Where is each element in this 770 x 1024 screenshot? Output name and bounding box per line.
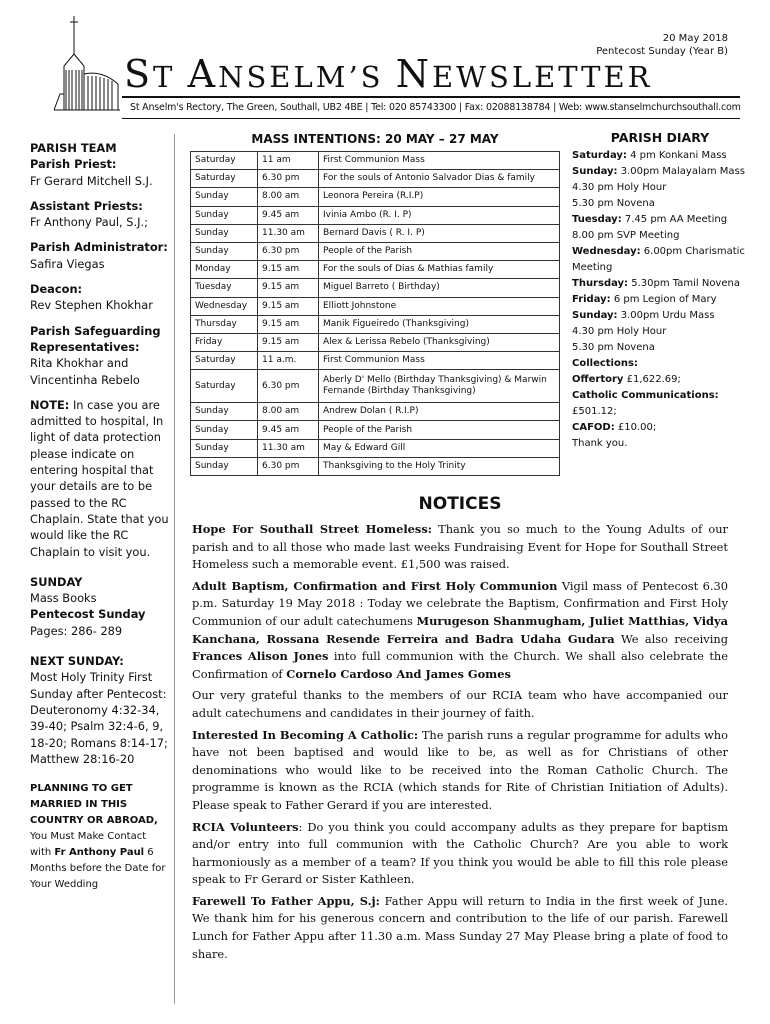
planning-text-end: 6 Months before the Date for Your Wedding [30, 847, 166, 891]
diary-entry-label: Catholic Communications: [572, 390, 719, 401]
mass-intention-row [191, 403, 560, 421]
mass-time-cell: 11 a.m. [258, 352, 319, 370]
diary-entry [572, 372, 748, 388]
mass-day-cell: Saturday [191, 352, 258, 370]
diary-entry [572, 420, 748, 436]
mass-time-cell: 9.15 am [258, 315, 319, 333]
mass-intention-cell: Andrew Dolan ( R.I.P) [319, 403, 560, 421]
mass-intention-row [191, 352, 560, 370]
mass-intention-cell: People of the Parish [319, 242, 560, 260]
mass-intention-row [191, 224, 560, 242]
mass-intention-cell: People of the Parish [319, 421, 560, 439]
mass-intention-cell: For the souls of Dias & Mathias family [319, 261, 560, 279]
diary-entry [572, 148, 748, 164]
mass-intention-row [191, 242, 560, 260]
team-heading: PARISH TEAM [30, 141, 117, 155]
mass-day-cell: Wednesday [191, 297, 258, 315]
diary-entry-text: Thank you. [572, 438, 628, 449]
mass-time-cell: 6.30 pm [258, 242, 319, 260]
mass-intention-cell: For the souls of Antonio Salvador Dias & family [319, 170, 560, 188]
notice-text: : Do you think you could accompany adults as they prepare for baptism and/or entry into full communion with the Catholic Church? Are you able to work harmoniously as a member of a team? If you think you would be able to fill this role please speak to Fr Gerard or Sister Kathleen. [192, 819, 728, 887]
masthead-letters: A [187, 52, 219, 96]
notice-emphasis: Hope For Southall Street Homeless: [192, 522, 432, 536]
parish-diary-title: PARISH DIARY [610, 130, 710, 145]
diary-entry-text: 4.30 pm Holy Hour [572, 326, 667, 337]
mass-day-cell: Sunday [191, 439, 258, 457]
diary-entry-text: 5.30 pm Novena [572, 198, 655, 209]
diary-entry [572, 388, 748, 420]
diary-entry [572, 196, 748, 212]
masthead-letters: S [360, 60, 384, 94]
mass-intention-cell: First Communion Mass [319, 152, 560, 170]
contact-address-line: St Anselm's Rectory, The Green, Southall, UB2 4BE | Tel: 020 85743300 | Fax: 02088138784 | Web: www.stanselmchurchsouthall.com [130, 102, 741, 113]
mass-day-cell: Sunday [191, 242, 258, 260]
diary-entry [572, 324, 748, 340]
left-sidebar [30, 140, 170, 902]
diary-entry-text: 4 pm Konkani Mass [626, 150, 727, 161]
sunday-heading: SUNDAY [30, 574, 83, 589]
diary-entry [572, 308, 748, 324]
diary-entry [572, 340, 748, 356]
mass-day-cell: Tuesday [191, 279, 258, 297]
notice-emphasis: Murugeson Shanmugham, Juliet Matthias, Vidya Kanchana, Rossana Resende Ferreira and Badra Udaha Gudara [192, 613, 728, 646]
mass-intention-cell: First Communion Mass [319, 352, 560, 370]
diary-entry-label: Sunday: [572, 166, 618, 177]
safeguarding-names: Rita Khokhar and Vincentinha Rebelo [30, 356, 140, 387]
planning-heading: PLANNING TO GET MARRIED IN THIS COUNTRY OR ABROAD, [30, 783, 158, 827]
diary-entry [572, 228, 748, 244]
diary-entry [572, 436, 748, 452]
notice-paragraph [192, 727, 728, 815]
mass-intention-row [191, 188, 560, 206]
notice-emphasis: Frances Alison Jones [192, 649, 329, 664]
diary-entry-label: CAFOD: [572, 422, 615, 433]
diary-entry-text: £501.12; [572, 406, 617, 417]
parish-diary [572, 148, 748, 452]
diary-entry [572, 164, 748, 180]
mass-time-cell: 8.00 am [258, 403, 319, 421]
mass-intentions-title: MASS INTENTIONS: 20 MAY – 27 MAY [251, 132, 499, 146]
mass-day-cell: Sunday [191, 224, 258, 242]
mass-day-cell: Sunday [191, 206, 258, 224]
diary-entry-text: 5.30pm Tamil Novena [628, 278, 740, 289]
diary-entry-label: Wednesday: [572, 246, 641, 257]
deacon-name: Rev Stephen Khokhar [30, 298, 153, 313]
masthead-letters: S [124, 52, 154, 96]
mass-time-cell: 11 am [258, 152, 319, 170]
diary-entry-text: £10.00; [614, 422, 657, 433]
mass-day-cell: Monday [191, 261, 258, 279]
notice-text: into full communion with the Church. We shall also celebrate the Confirmation of [192, 649, 729, 681]
mass-day-cell: Sunday [191, 188, 258, 206]
diary-entry [572, 244, 748, 276]
notice-paragraph [192, 819, 728, 889]
notice-emphasis: Cornelo Cardoso And James Gomes [286, 666, 511, 681]
mass-time-cell: 8.00 am [258, 188, 319, 206]
diary-entry-label: Sunday: [572, 310, 618, 321]
mass-intention-cell: Elliott Johnstone [319, 297, 560, 315]
mass-day-cell: Saturday [191, 170, 258, 188]
diary-entry-label: Saturday: [572, 150, 627, 161]
diary-entry-text: 3.00pm Malayalam Mass [617, 166, 745, 177]
mass-intention-row [191, 152, 560, 170]
diary-entry-label: Friday: [572, 294, 611, 305]
mass-intention-cell: Aberly D' Mello (Birthday Thanksgiving) & Marwin Fernande (Birthday Thanksgiving) [319, 370, 560, 403]
masthead-letters: N [395, 52, 432, 96]
notice-emphasis: RCIA Volunteers [192, 819, 299, 834]
mass-day-cell: Saturday [191, 370, 258, 403]
diary-entry [572, 180, 748, 196]
admin-name: Safira Viegas [30, 256, 105, 271]
newsletter-masthead [124, 52, 653, 99]
mass-intention-row [191, 170, 560, 188]
notices-body [192, 521, 728, 967]
mass-time-cell: 11.30 am [258, 439, 319, 457]
notice-text: Father Appu will return to India in the first week of June. We thank him for his generous concern and contribution to the life of our parish. Farewell Lunch for Father Appu after 11.30 a.m. Mass Sunday 27 May Please bring a plate of food to share. [192, 893, 728, 961]
mass-intention-row [191, 206, 560, 224]
mass-intention-row [191, 439, 560, 457]
masthead-letters: NSELM [218, 60, 349, 94]
next-sunday-heading: NEXT SUNDAY: [30, 654, 124, 669]
notice-text: The parish runs a regular programme for adults who have not been baptised and would like to be, as well as for Christians of other denominations who would like to be received into the Roman Catholic Church. The programme is known as the RCIA (which stands for Rite of Christian Initiation of Adults). Please speak to Father Gerard if you are interested. [192, 727, 728, 812]
notice-paragraph [192, 893, 728, 963]
masthead-letters: T [153, 60, 176, 94]
mass-day-cell: Saturday [191, 152, 258, 170]
assistant-label: Assistant Priests: [30, 198, 143, 213]
diary-entry-text: 8.00 pm SVP Meeting [572, 230, 680, 241]
mass-intention-cell: May & Edward Gill [319, 439, 560, 457]
mass-intention-cell: Leonora Pereira (R.I.P) [319, 188, 560, 206]
issue-date: 20 May 2018 [662, 33, 728, 44]
pentecost-label: Pentecost Sunday [30, 607, 146, 622]
mass-time-cell: 6.30 pm [258, 170, 319, 188]
priest-name: Fr Gerard Mitchell S.J. [30, 173, 153, 188]
diary-entry-text: 6.00pm Charismatic Meeting [572, 246, 745, 273]
column-divider [174, 134, 175, 1004]
mass-intention-cell: Alex & Lerissa Rebelo (Thanksgiving) [319, 333, 560, 351]
mass-time-cell: 9.45 am [258, 421, 319, 439]
diary-entry [572, 356, 748, 372]
church-logo-icon [52, 14, 122, 112]
notice-text: Our very grateful thanks to the members of our RCIA team who have accompanied our adult catechumens and candidates in their journey of faith. [192, 688, 728, 720]
deacon-label: Deacon: [30, 282, 83, 297]
diary-entry-label: Tuesday: [572, 214, 622, 225]
notice-text: We also receiving [614, 631, 728, 646]
note-label: NOTE: [30, 397, 70, 412]
mass-intention-row [191, 261, 560, 279]
safeguarding-label: Parish Safeguarding Representatives: [30, 323, 161, 354]
mass-time-cell: 6.30 pm [258, 457, 319, 475]
mass-intention-cell: Manik Figueiredo (Thanksgiving) [319, 315, 560, 333]
mass-books-label: Mass Books [30, 591, 97, 606]
masthead-letters [384, 60, 396, 94]
mass-time-cell: 9.15 am [258, 333, 319, 351]
mass-time-cell: 9.15 am [258, 261, 319, 279]
masthead-letters [175, 60, 187, 94]
mass-day-cell: Sunday [191, 403, 258, 421]
diary-entry-label: Offertory [572, 374, 624, 385]
mass-day-cell: Sunday [191, 457, 258, 475]
mass-intention-cell: Miguel Barreto ( Birthday) [319, 279, 560, 297]
mass-intention-row [191, 421, 560, 439]
mass-time-cell: 6.30 pm [258, 370, 319, 403]
mass-intention-row [191, 279, 560, 297]
masthead-rule-top [122, 96, 740, 98]
mass-intentions-table [190, 151, 560, 476]
notice-paragraph [192, 578, 728, 684]
mass-time-cell: 9.15 am [258, 297, 319, 315]
diary-entry-text: 5.30 pm Novena [572, 342, 655, 353]
diary-entry [572, 292, 748, 308]
diary-entry-text: 6 pm Legion of Mary [610, 294, 717, 305]
mass-time-cell: 9.15 am [258, 279, 319, 297]
masthead-letters: EWSLETTER [432, 60, 653, 94]
mass-day-cell: Thursday [191, 315, 258, 333]
notice-text: Thank you so much to the Young Adults of our parish and to all those who made last weeks Fundraising Event for Hope for Southall Street Homeless such a memorable event. £1,500 was raised. [192, 522, 728, 572]
mass-day-cell: Friday [191, 333, 258, 351]
planning-text: You Must Make Contact with [30, 831, 147, 859]
notice-paragraph [192, 521, 728, 574]
notice-paragraph [192, 687, 728, 722]
planning-contact-name: Fr Anthony Paul [54, 847, 145, 859]
diary-entry-label: Thursday: [572, 278, 629, 289]
assistant-name: Fr Anthony Paul, S.J.; [30, 215, 148, 230]
mass-day-cell: Sunday [191, 421, 258, 439]
diary-entry-text: 3.00pm Urdu Mass [617, 310, 715, 321]
masthead-letters: ’ [348, 60, 361, 94]
mass-intention-cell: Bernard Davis ( R. I. P) [319, 224, 560, 242]
mass-intention-row [191, 370, 560, 403]
mass-time-cell: 11.30 am [258, 224, 319, 242]
notices-title: NOTICES [418, 494, 502, 514]
admin-label: Parish Administrator: [30, 240, 168, 255]
notice-emphasis: Farewell To Father Appu, S.j: [192, 893, 380, 908]
notice-text: Vigil mass of Pentecost 6.30 p.m. Saturday 19 May 2018 : Today we celebrate the Baptism, Confirmation and First Holy Communion of our adult catechumens [192, 578, 728, 628]
diary-entry [572, 276, 748, 292]
notice-emphasis: Interested In Becoming A Catholic: [192, 727, 419, 742]
priest-label: Parish Priest: [30, 157, 117, 172]
diary-entry-text: 7.45 pm AA Meeting [621, 214, 728, 225]
mass-intention-cell: Ivinia Ambo (R. I. P) [319, 206, 560, 224]
next-sunday-text: Most Holy Trinity First Sunday after Pentecost: Deuteronomy 4:32-34, 39-40; Psalm 32:4-6, 9, 18-20; Romans 8:14-17; Matthew 28:16-20 [30, 670, 168, 766]
diary-entry-text: 4.30 pm Holy Hour [572, 182, 667, 193]
masthead-rule-bottom [122, 118, 740, 119]
diary-entry [572, 212, 748, 228]
mass-intention-row [191, 333, 560, 351]
mass-intention-row [191, 297, 560, 315]
mass-intention-row [191, 315, 560, 333]
mass-time-cell: 9.45 am [258, 206, 319, 224]
notice-emphasis: Adult Baptism, Confirmation and First Holy Communion [192, 578, 558, 593]
liturgical-occasion: Pentecost Sunday (Year B) [596, 46, 728, 57]
mass-intention-row [191, 457, 560, 475]
diary-entry-label: Collections: [572, 358, 638, 369]
diary-entry-text: £1,622.69; [623, 374, 681, 385]
note-text: In case you are admitted to hospital, In light of data protection please indicate on entering hospital that your details are to be passed to the RC Chaplain. State that you would like the RC Chaplain to visit you. [30, 397, 169, 559]
mass-intention-cell: Thanksgiving to the Holy Trinity [319, 457, 560, 475]
pages-label: Pages: 286- 289 [30, 623, 123, 638]
